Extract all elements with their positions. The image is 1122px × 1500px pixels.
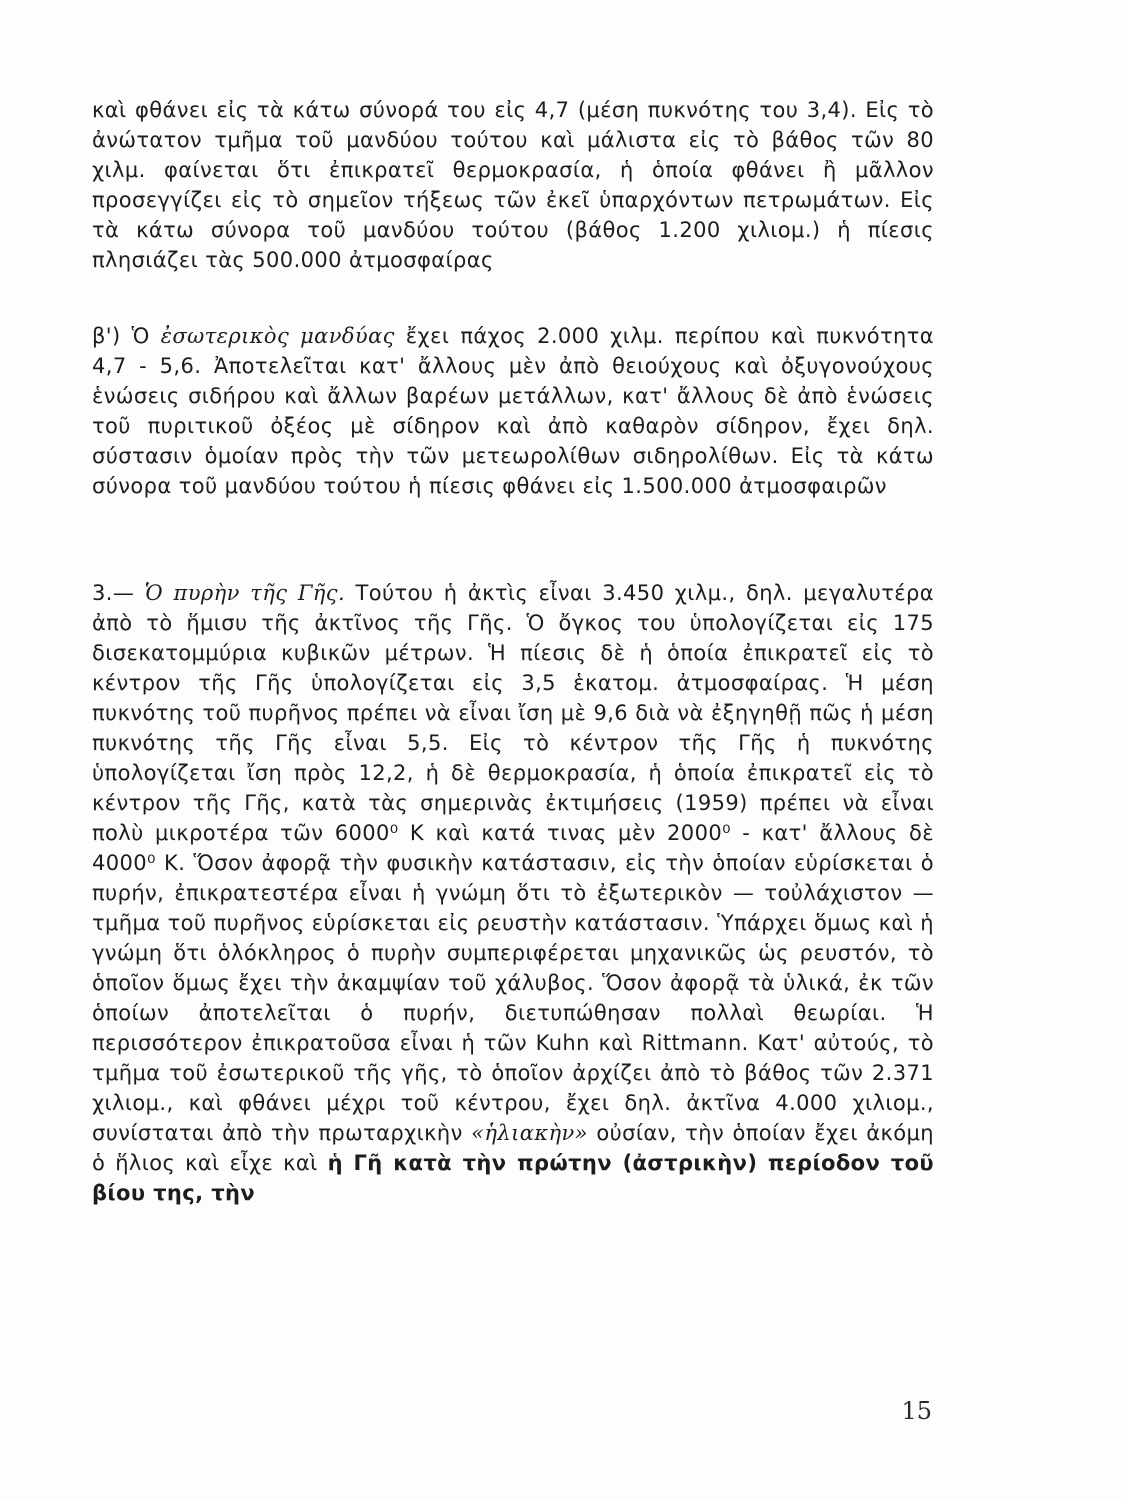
paragraph-mantle-outer-continuation [92,95,934,275]
paragraph-body-tail: οὐσίαν, τὴν ὁποίαν ἔχει ἀκόμη ὁ ἥλιος καὶ εἶχε καὶ [92,1121,934,1175]
section-number: 3.— [92,581,145,605]
paragraph-earth-core [92,578,934,1208]
page-number: 15 [901,1397,932,1425]
paragraph-text: καὶ φθάνει εἰς τὰ κάτω σύνορά του εἰς 4,7 (μέση πυκνότης του 3,4). Εἰς τὸ ἀνώτατον τμῆμα τοῦ μανδύου τούτου καὶ μάλιστα εἰς τὸ βάθος τῶν 80 χιλμ. φαίνεται ὅτι ἐπικρατεῖ θερμοκρασία, ἡ ὁποία φθάνει ἢ μᾶλλον προσεγγίζει εἰς τὸ σημεῖον τήξεως τῶν ἐκεῖ ὑπαρχόντων πετρωμάτων. Εἰς τὰ κάτω σύνορα τοῦ μανδύου τούτου (βάθος 1.200 χιλιομ.) ἡ πίεσις πλησιάζει τὰς 500.000 ἀτμοσφαίρας [92,98,934,272]
section-heading-earth-core: Ὁ πυρὴν τῆς Γῆς. [144,581,346,605]
paragraph-last-line: ἡ Γῆ κατὰ τὴν πρώτην (ἀστρικὴν) περίοδον τοῦ βίου της, τὴν [92,1151,935,1205]
paragraph-text [92,321,934,501]
paragraph-inner-mantle [92,321,934,501]
section-heading-inner-mantle: ἐσωτερικὸς μανδύας [160,324,395,348]
paragraph-text [92,578,934,1208]
quoted-term: «ἡλιακὴν» [471,1121,588,1145]
paragraph-body: ἔχει πάχος 2.000 χιλμ. περίπου καὶ πυκνότητα 4,7 - 5,6. Ἀποτελεῖται κατ' ἄλλους μὲν ἀπὸ θειούχους καὶ ὀξυγονούχους ἑνώσεις σιδήρου καὶ ἄλλων βαρέων μετάλλων, κατ' ἄλλους δὲ ἀπὸ ἑνώσεις τοῦ πυριτικοῦ ὀξέος μὲ σίδηρον καὶ ἀπὸ καθαρὸν σίδηρον, ἔχει δηλ. σύστασιν ὁμοίαν πρὸς τὴν τῶν μετεωρολίθων σιδηρολίθων. Εἰς τὰ κάτω σύνορα τοῦ μανδύου τούτου ἡ πίεσις φθάνει εἰς 1.500.000 ἀτμοσφαιρῶν [92,324,934,498]
paragraph-body: Τούτου ἡ ἀκτὶς εἶναι 3.450 χιλμ., δηλ. μεγαλυτέρα ἀπὸ τὸ ἥμισυ τῆς ἀκτῖνος τῆς Γῆς. Ὁ ὄγκος του ὑπολογίζεται εἰς 175 δισεκατομμύρια κυβικῶν μέτρων. Ἡ πίεσις δὲ ἡ ὁποία ἐπικρατεῖ εἰς τὸ κέντρον τῆς Γῆς ὑπολογίζεται εἰς 3,5 ἑκατομ. ἀτμοσφαίρας. Ἡ μέση πυκνότης τοῦ πυρῆνος πρέπει νὰ εἶναι ἴση μὲ 9,6 διὰ νὰ ἐξηγηθῇ πῶς ἡ μέση πυκνότης τῆς Γῆς εἶναι 5,5. Εἰς τὸ κέντρον τῆς Γῆς ἡ πυκνότης ὑπολογίζεται ἴση πρὸς 12,2, ἡ δὲ θερμοκρασία, ἡ ὁποία ἐπικρατεῖ εἰς τὸ κέντρον τῆς Γῆς, κατὰ τὰς σημερινὰς ἐκτιμήσεις (1959) πρέπει νὰ εἶναι πολὺ μικροτέρα τῶν 6000⁰ Κ καὶ κατά τινας μὲν 2000⁰ - κατ' ἄλλους δὲ 4000⁰ Κ. Ὅσον ἀφορᾷ τὴν φυσικὴν κατάστασιν, εἰς τὴν ὁποίαν εὑρίσκεται ὁ πυρήν, ἐπικρατεστέρα εἶναι ἡ γνώμη ὅτι τὸ ἐξωτερικὸν — τοὐλάχιστον — τμῆμα τοῦ πυρῆνος εὑρίσκεται εἰς ρευστὴν κατάστασιν. Ὑπάρχει ὅμως καὶ ἡ γνώμη ὅτι ὁλόκληρος ὁ πυρὴν συμπεριφέρεται μηχανικῶς ὡς ρευστόν, τὸ ὁποῖον ὅμως ἔχει τὴν ἀκαμψίαν τοῦ χάλυβος. Ὅσον ἀφορᾷ τὰ ὑλικά, ἐκ τῶν ὁποίων ἀποτελεῖται ὁ πυρήν, διετυπώθησαν πολλαὶ θεωρίαι. Ἡ περισσότερον ἐπικρατοῦσα εἶναι ἡ τῶν Kuhn καὶ Rittmann. Κατ' αὐτούς, τὸ τμῆμα τοῦ ἐσωτερικοῦ τῆς γῆς, τὸ ὁποῖον ἀρχίζει ἀπὸ τὸ βάθος τῶν 2.371 χιλιομ., καὶ φθάνει μέχρι τοῦ κέντρου, ἔχει δηλ. ἀκτῖνα 4.000 χιλιομ., συνίσταται ἀπὸ τὴν πρωταρχικὴν [92,581,934,1145]
paragraph-prefix: β') Ὁ [92,324,161,348]
